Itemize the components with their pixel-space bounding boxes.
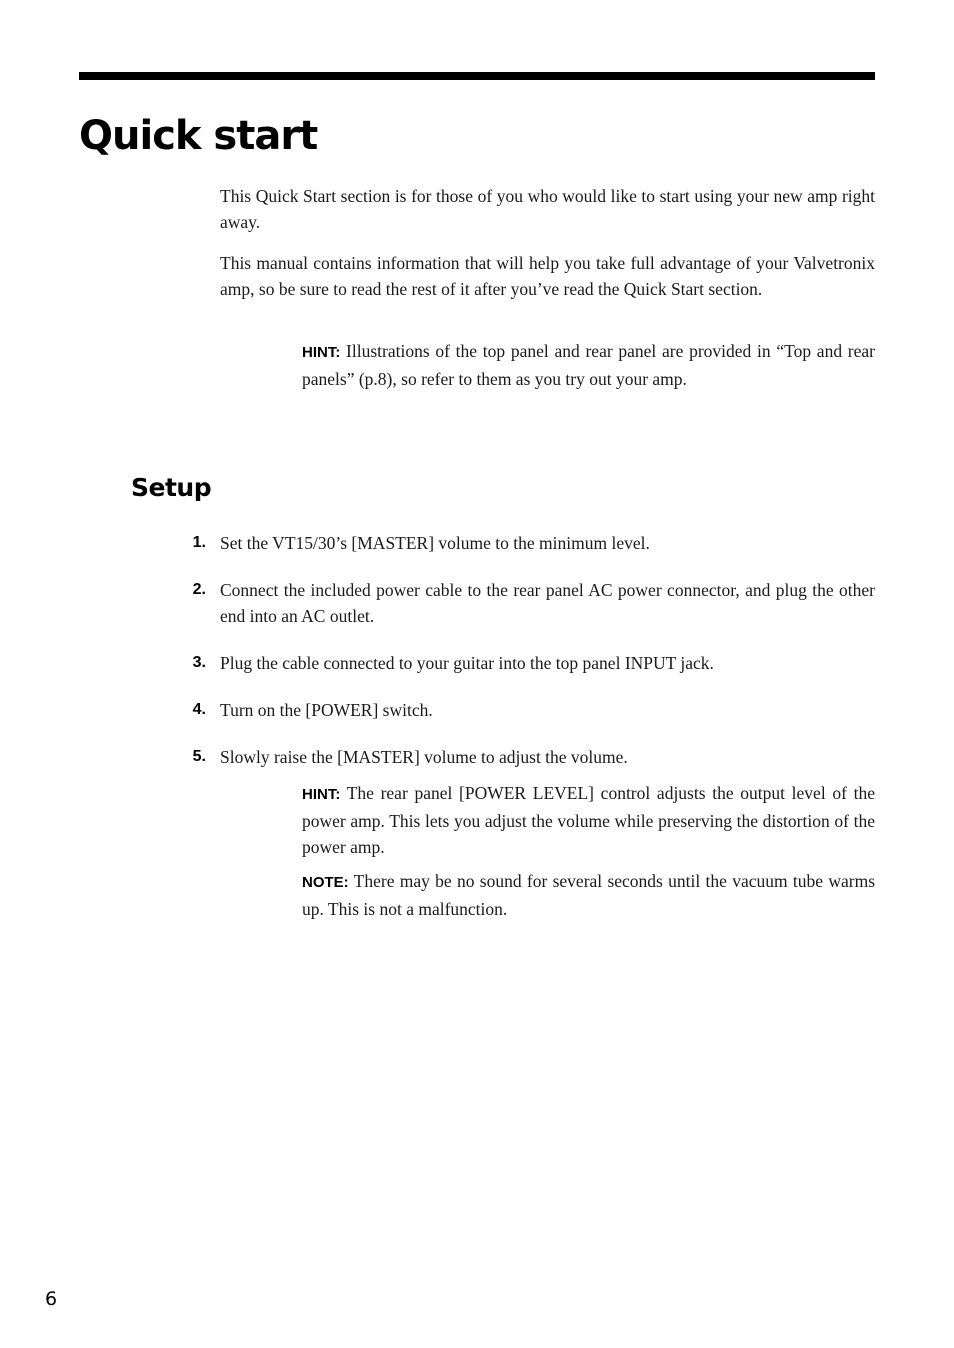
step-text: Connect the included power cable to the rear panel AC power connector, and plug the other end into an AC outlet. [220, 580, 875, 626]
step-text: Set the VT15/30’s [MASTER] volume to the minimum level. [220, 533, 650, 553]
step-number: 3. [192, 654, 206, 671]
step-number: 4. [192, 701, 206, 718]
page-number: 6 [45, 1288, 58, 1310]
hint-label: HINT: [302, 344, 341, 361]
step-text: Plug the cable connected to your guitar into the top panel INPUT jack. [220, 653, 714, 673]
intro-paragraph-2: This manual contains information that will help you take full advantage of your Valvetronix amp, so be sure to read the rest of it after you’ve read the Quick Start section. [220, 253, 875, 299]
step-number: 1. [192, 534, 206, 551]
section-heading-setup: Setup [131, 473, 212, 502]
intro-hint [302, 338, 875, 392]
hint-label: HINT: [302, 786, 341, 803]
step-text: Turn on the [POWER] switch. [220, 700, 433, 720]
hint-text: Illustrations of the top panel and rear panel are provided in “Top and rear panels” (p.8), so refer to them as you try out your amp. [302, 341, 875, 389]
step-number: 5. [192, 748, 206, 765]
setup-hint [302, 780, 875, 860]
page-title: Quick start [79, 113, 318, 159]
step-text: Slowly raise the [MASTER] volume to adjust the volume. [220, 747, 628, 767]
note-text: There may be no sound for several seconds until the vacuum tube warms up. This is not a malfunction. [302, 871, 875, 919]
step-number: 2. [192, 581, 206, 598]
note-label: NOTE: [302, 874, 349, 891]
header-rule [79, 72, 875, 80]
hint-text: The rear panel [POWER LEVEL] control adjusts the output level of the power amp. This lets you adjust the volume while preserving the distortion of the power amp. [302, 783, 875, 857]
intro-paragraph-1: This Quick Start section is for those of you who would like to start using your new amp right away. [220, 186, 875, 232]
setup-note [302, 868, 875, 922]
